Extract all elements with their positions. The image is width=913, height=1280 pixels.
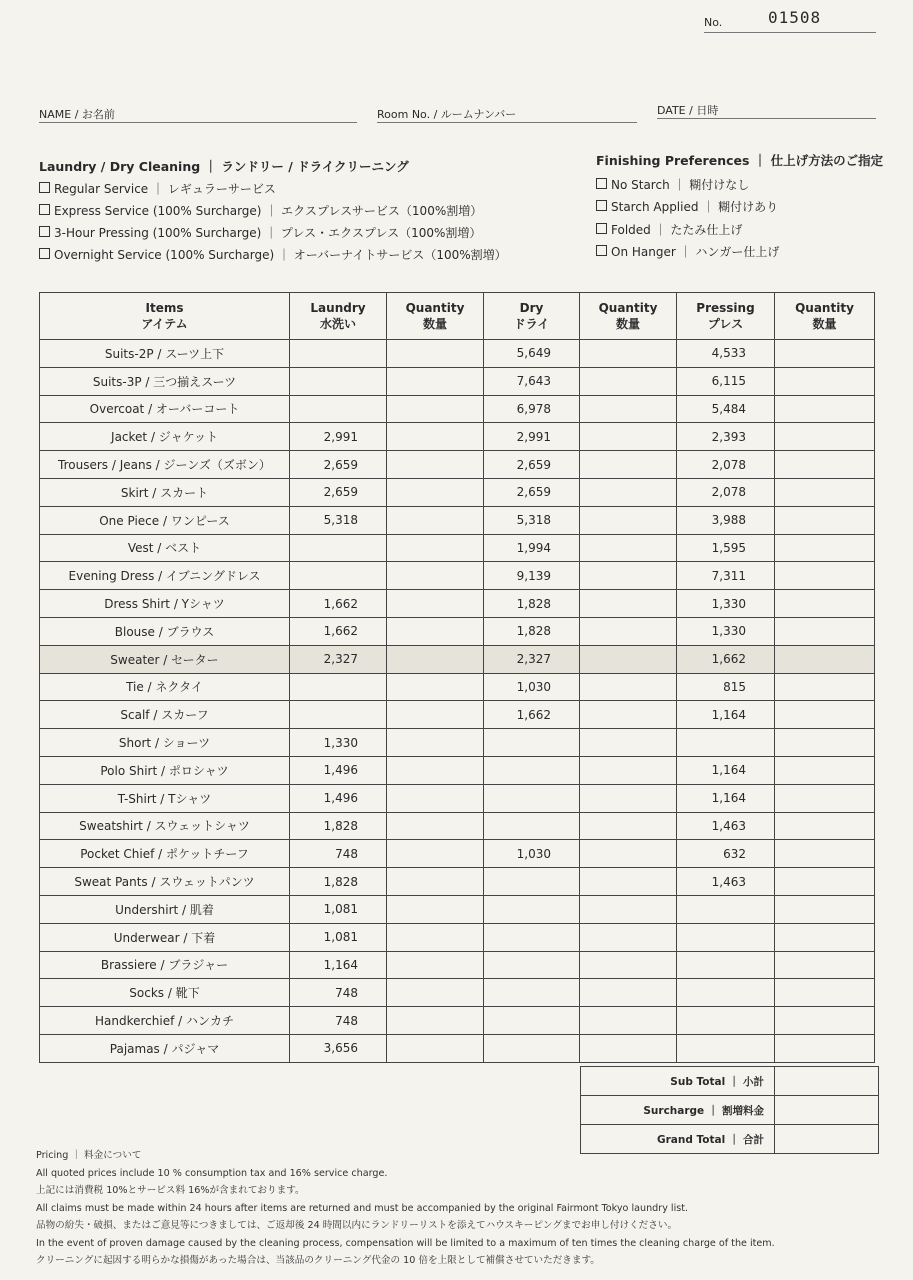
laundry-price: 3,656 bbox=[290, 1034, 387, 1062]
pressing-price: 1,164 bbox=[677, 784, 775, 812]
pressing-price bbox=[677, 729, 775, 757]
dry-quantity-input[interactable] bbox=[580, 562, 677, 590]
pressing-quantity-input[interactable] bbox=[775, 673, 875, 701]
laundry-quantity-input[interactable] bbox=[387, 1034, 484, 1062]
option-label: Starch Applied ｜ 糊付けあり bbox=[611, 200, 779, 214]
column-header bbox=[387, 293, 484, 340]
dry-quantity-input[interactable] bbox=[580, 617, 677, 645]
dry-quantity-input[interactable] bbox=[580, 923, 677, 951]
column-header-ja: ドライ bbox=[513, 317, 550, 331]
column-header-en: Items bbox=[145, 301, 184, 315]
laundry-price: 1,164 bbox=[290, 951, 387, 979]
table-row bbox=[40, 812, 875, 840]
dry-price bbox=[484, 868, 580, 896]
pressing-quantity-input[interactable] bbox=[775, 617, 875, 645]
date-field[interactable] bbox=[657, 96, 876, 119]
dry-quantity-input[interactable] bbox=[580, 423, 677, 451]
option-label: Overnight Service (100% Surcharge) ｜ オーバーナイトサービス（100%割増） bbox=[54, 248, 507, 262]
pressing-price: 815 bbox=[677, 673, 775, 701]
laundry-quantity-input[interactable] bbox=[387, 590, 484, 618]
dry-quantity-input[interactable] bbox=[580, 1034, 677, 1062]
pressing-quantity-input[interactable] bbox=[775, 923, 875, 951]
dry-quantity-input[interactable] bbox=[580, 673, 677, 701]
sub-total-field[interactable] bbox=[775, 1067, 879, 1096]
laundry-price bbox=[290, 562, 387, 590]
laundry-price: 1,828 bbox=[290, 812, 387, 840]
pressing-price: 1,463 bbox=[677, 812, 775, 840]
laundry-quantity-input[interactable] bbox=[387, 478, 484, 506]
laundry-price: 1,662 bbox=[290, 617, 387, 645]
dry-price bbox=[484, 729, 580, 757]
table-row bbox=[40, 562, 875, 590]
checkbox[interactable] bbox=[39, 204, 50, 215]
column-header bbox=[775, 293, 875, 340]
dry-price bbox=[484, 812, 580, 840]
dry-quantity-input[interactable] bbox=[580, 979, 677, 1007]
item-name: Sweat Pants / スウェットパンツ bbox=[40, 868, 290, 896]
date-field-label: DATE / 日時 bbox=[657, 104, 719, 117]
laundry-price bbox=[290, 367, 387, 395]
table-row bbox=[40, 673, 875, 701]
item-name: Short / ショーツ bbox=[40, 729, 290, 757]
item-name: Overcoat / オーバーコート bbox=[40, 395, 290, 423]
option-label: Folded ｜ たたみ仕上げ bbox=[611, 223, 743, 237]
dry-quantity-input[interactable] bbox=[580, 506, 677, 534]
option-label: 3-Hour Pressing (100% Surcharge) ｜ プレス・エクスプレス（100%割増） bbox=[54, 226, 482, 240]
finishing-section-title: Finishing Preferences ｜ 仕上げ方法のご指定 bbox=[596, 153, 884, 168]
table-row bbox=[40, 451, 875, 479]
table-row bbox=[40, 506, 875, 534]
laundry-quantity-input[interactable] bbox=[387, 645, 484, 673]
pressing-price bbox=[677, 1034, 775, 1062]
dry-quantity-input[interactable] bbox=[580, 590, 677, 618]
column-header bbox=[290, 293, 387, 340]
pressing-quantity-input[interactable] bbox=[775, 590, 875, 618]
room-field[interactable] bbox=[377, 100, 637, 123]
table-row bbox=[40, 729, 875, 757]
column-header-en: Dry bbox=[519, 301, 544, 315]
item-name: Undershirt / 肌着 bbox=[40, 895, 290, 923]
dry-price: 5,318 bbox=[484, 506, 580, 534]
table-row bbox=[40, 617, 875, 645]
laundry-price bbox=[290, 673, 387, 701]
laundry-quantity-input[interactable] bbox=[387, 423, 484, 451]
pressing-price bbox=[677, 923, 775, 951]
dry-price: 1,828 bbox=[484, 617, 580, 645]
pressing-price: 1,463 bbox=[677, 868, 775, 896]
pressing-price: 2,078 bbox=[677, 451, 775, 479]
item-name: Scalf / スカーフ bbox=[40, 701, 290, 729]
checkbox[interactable] bbox=[596, 245, 607, 256]
item-name: One Piece / ワンピース bbox=[40, 506, 290, 534]
pressing-quantity-input[interactable] bbox=[775, 367, 875, 395]
column-header bbox=[484, 293, 580, 340]
dry-price: 2,327 bbox=[484, 645, 580, 673]
dry-price bbox=[484, 979, 580, 1007]
dry-price bbox=[484, 923, 580, 951]
pressing-quantity-input[interactable] bbox=[775, 729, 875, 757]
column-header-ja: 水洗い bbox=[319, 317, 356, 331]
table-row bbox=[40, 423, 875, 451]
pressing-price: 1,595 bbox=[677, 534, 775, 562]
pressing-quantity-input[interactable] bbox=[775, 951, 875, 979]
laundry-quantity-input[interactable] bbox=[387, 395, 484, 423]
dry-quantity-input[interactable] bbox=[580, 756, 677, 784]
item-name: Sweater / セーター bbox=[40, 645, 290, 673]
dry-price: 2,991 bbox=[484, 423, 580, 451]
sub-total-label: Sub Total ｜ 小計 bbox=[581, 1067, 775, 1096]
dry-quantity-input[interactable] bbox=[580, 951, 677, 979]
pressing-quantity-input[interactable] bbox=[775, 784, 875, 812]
laundry-price: 2,659 bbox=[290, 478, 387, 506]
item-name: Brassiere / ブラジャー bbox=[40, 951, 290, 979]
laundry-quantity-input[interactable] bbox=[387, 979, 484, 1007]
checkbox[interactable] bbox=[596, 200, 607, 211]
laundry-price bbox=[290, 395, 387, 423]
item-name: Polo Shirt / ポロシャツ bbox=[40, 756, 290, 784]
starch-applied-option[interactable] bbox=[596, 198, 778, 215]
column-header-ja: プレス bbox=[707, 317, 744, 331]
laundry-price: 1,828 bbox=[290, 868, 387, 896]
table-row bbox=[40, 1034, 875, 1062]
pressing-quantity-input[interactable] bbox=[775, 562, 875, 590]
no-starch-option[interactable] bbox=[596, 176, 749, 193]
laundry-price: 1,081 bbox=[290, 895, 387, 923]
table-row bbox=[40, 701, 875, 729]
column-header-en: Quantity bbox=[598, 301, 658, 315]
laundry-quantity-input[interactable] bbox=[387, 868, 484, 896]
column-header-en: Pressing bbox=[696, 301, 755, 315]
laundry-quantity-input[interactable] bbox=[387, 1007, 484, 1035]
item-name: Suits-3P / 三つ揃えスーツ bbox=[40, 367, 290, 395]
regular-service-option[interactable] bbox=[39, 180, 276, 197]
pressing-quantity-input[interactable] bbox=[775, 979, 875, 1007]
item-name: Blouse / ブラウス bbox=[40, 617, 290, 645]
table-row bbox=[40, 340, 875, 368]
table-row bbox=[40, 868, 875, 896]
pressing-quantity-input[interactable] bbox=[775, 840, 875, 868]
pressing-quantity-input[interactable] bbox=[775, 895, 875, 923]
column-header-ja: 数量 bbox=[422, 317, 447, 331]
overnight-service-option[interactable] bbox=[39, 246, 507, 263]
pressing-price: 7,311 bbox=[677, 562, 775, 590]
checkbox[interactable] bbox=[39, 182, 50, 193]
note-line: All quoted prices include 10 % consumption tax and 16% service charge. bbox=[36, 1167, 388, 1179]
note-line: 品物の紛失・破損、またはご意見等につきましては、ご返却後 24 時間以内にランドリーリストを添えてハウスキーピングまでお申し付けください。 bbox=[36, 1220, 678, 1231]
pressing-quantity-input[interactable] bbox=[775, 812, 875, 840]
item-name: Socks / 靴下 bbox=[40, 979, 290, 1007]
column-header bbox=[40, 293, 290, 340]
pressing-quantity-input[interactable] bbox=[775, 756, 875, 784]
table-row bbox=[40, 534, 875, 562]
dry-price: 2,659 bbox=[484, 451, 580, 479]
folded-option[interactable] bbox=[596, 221, 742, 238]
laundry-quantity-input[interactable] bbox=[387, 340, 484, 368]
dry-price: 9,139 bbox=[484, 562, 580, 590]
laundry-quantity-input[interactable] bbox=[387, 701, 484, 729]
pressing-quantity-input[interactable] bbox=[775, 478, 875, 506]
laundry-quantity-input[interactable] bbox=[387, 617, 484, 645]
item-name: Vest / ベスト bbox=[40, 534, 290, 562]
document-number bbox=[704, 8, 876, 33]
laundry-quantity-input[interactable] bbox=[387, 506, 484, 534]
dry-quantity-input[interactable] bbox=[580, 812, 677, 840]
checkbox[interactable] bbox=[596, 223, 607, 234]
price-table bbox=[39, 292, 875, 1063]
laundry-quantity-input[interactable] bbox=[387, 562, 484, 590]
table-row bbox=[40, 395, 875, 423]
laundry-section-title: Laundry / Dry Cleaning ｜ ランドリー / ドライクリーニング bbox=[39, 159, 409, 174]
pressing-quantity-input[interactable] bbox=[775, 868, 875, 896]
name-field-label: NAME / お名前 bbox=[39, 108, 115, 121]
laundry-price: 2,659 bbox=[290, 451, 387, 479]
item-name: T-Shirt / Tシャツ bbox=[40, 784, 290, 812]
pressing-price: 3,988 bbox=[677, 506, 775, 534]
checkbox[interactable] bbox=[39, 226, 50, 237]
option-label: Express Service (100% Surcharge) ｜ エクスプレスサービス（100%割増） bbox=[54, 204, 483, 218]
pressing-quantity-input[interactable] bbox=[775, 451, 875, 479]
note-line: In the event of proven damage caused by the cleaning process, compensation will be limited to a maximum of ten times the cleaning charge of the item. bbox=[36, 1237, 775, 1249]
pressing-price: 5,484 bbox=[677, 395, 775, 423]
note-line: All claims must be made within 24 hours after items are returned and must be accompanied by the original Fairmont Tokyo laundry list. bbox=[36, 1202, 689, 1214]
dry-price: 5,649 bbox=[484, 340, 580, 368]
pressing-price: 1,662 bbox=[677, 645, 775, 673]
pricing-notes bbox=[36, 1147, 896, 1270]
pressing-price: 1,330 bbox=[677, 590, 775, 618]
table-header-row bbox=[40, 293, 875, 340]
dry-price: 1,662 bbox=[484, 701, 580, 729]
laundry-quantity-input[interactable] bbox=[387, 534, 484, 562]
laundry-quantity-input[interactable] bbox=[387, 895, 484, 923]
column-header bbox=[677, 293, 775, 340]
column-header-ja: 数量 bbox=[615, 317, 640, 331]
laundry-quantity-input[interactable] bbox=[387, 756, 484, 784]
grand-total-label: Grand Total ｜ 合計 bbox=[581, 1125, 775, 1154]
column-header-en: Quantity bbox=[795, 301, 854, 315]
column-header-en: Laundry bbox=[310, 301, 366, 315]
pressing-price bbox=[677, 951, 775, 979]
surcharge-field[interactable] bbox=[775, 1096, 879, 1125]
table-body bbox=[40, 340, 875, 1063]
name-field[interactable] bbox=[39, 100, 357, 123]
on-hanger-option[interactable] bbox=[596, 243, 779, 260]
dry-quantity-input[interactable] bbox=[580, 868, 677, 896]
item-name: Suits-2P / スーツ上下 bbox=[40, 340, 290, 368]
dry-quantity-input[interactable] bbox=[580, 895, 677, 923]
laundry-price: 1,081 bbox=[290, 923, 387, 951]
totals-table bbox=[580, 1066, 879, 1154]
dry-price bbox=[484, 951, 580, 979]
dry-price: 6,978 bbox=[484, 395, 580, 423]
table-row bbox=[40, 895, 875, 923]
pressing-quantity-input[interactable] bbox=[775, 1034, 875, 1062]
dry-price bbox=[484, 1007, 580, 1035]
pressing-price: 2,393 bbox=[677, 423, 775, 451]
pressing-price bbox=[677, 895, 775, 923]
express-service-option[interactable] bbox=[39, 202, 482, 219]
dry-quantity-input[interactable] bbox=[580, 478, 677, 506]
laundry-quantity-input[interactable] bbox=[387, 951, 484, 979]
dry-quantity-input[interactable] bbox=[580, 451, 677, 479]
item-name: Skirt / スカート bbox=[40, 478, 290, 506]
laundry-quantity-input[interactable] bbox=[387, 812, 484, 840]
surcharge-label: Surcharge ｜ 割増料金 bbox=[581, 1096, 775, 1125]
document-number-label: No. bbox=[704, 16, 723, 29]
dry-quantity-input[interactable] bbox=[580, 784, 677, 812]
laundry-price: 748 bbox=[290, 979, 387, 1007]
pressing-price: 4,533 bbox=[677, 340, 775, 368]
pressing-price: 1,164 bbox=[677, 701, 775, 729]
pressing-price: 632 bbox=[677, 840, 775, 868]
laundry-quantity-input[interactable] bbox=[387, 367, 484, 395]
pressing-price: 2,078 bbox=[677, 478, 775, 506]
table-row bbox=[40, 367, 875, 395]
surcharge-row bbox=[581, 1096, 879, 1125]
laundry-price bbox=[290, 701, 387, 729]
table-row bbox=[40, 923, 875, 951]
dry-price: 1,030 bbox=[484, 673, 580, 701]
pressing-quantity-input[interactable] bbox=[775, 534, 875, 562]
table-row bbox=[40, 840, 875, 868]
dry-price: 1,828 bbox=[484, 590, 580, 618]
table-row bbox=[40, 951, 875, 979]
table-row bbox=[40, 1007, 875, 1035]
table-row bbox=[40, 478, 875, 506]
document-number-value: 01508 bbox=[768, 8, 822, 27]
checkbox[interactable] bbox=[596, 178, 607, 189]
note-line: 上記には消費税 10%とサービス料 16%が含まれております。 bbox=[36, 1185, 305, 1196]
laundry-price bbox=[290, 340, 387, 368]
laundry-price: 1,662 bbox=[290, 590, 387, 618]
table-row bbox=[40, 590, 875, 618]
laundry-quantity-input[interactable] bbox=[387, 673, 484, 701]
item-name: Trousers / Jeans / ジーンズ（ズボン） bbox=[40, 451, 290, 479]
pressing-price bbox=[677, 979, 775, 1007]
laundry-price: 748 bbox=[290, 840, 387, 868]
notes-heading: Pricing ｜ 料金について bbox=[36, 1150, 142, 1161]
pressing-quantity-input[interactable] bbox=[775, 340, 875, 368]
laundry-quantity-input[interactable] bbox=[387, 784, 484, 812]
table-row bbox=[40, 756, 875, 784]
laundry-price: 748 bbox=[290, 1007, 387, 1035]
dry-quantity-input[interactable] bbox=[580, 534, 677, 562]
column-header-ja: 数量 bbox=[812, 317, 837, 331]
laundry-quantity-input[interactable] bbox=[387, 729, 484, 757]
column-header-ja: アイテム bbox=[141, 317, 188, 331]
checkbox[interactable] bbox=[39, 248, 50, 259]
dry-price bbox=[484, 784, 580, 812]
table-row bbox=[40, 645, 875, 673]
dry-quantity-input[interactable] bbox=[580, 1007, 677, 1035]
option-label: No Starch ｜ 糊付けなし bbox=[611, 178, 750, 192]
laundry-quantity-input[interactable] bbox=[387, 840, 484, 868]
laundry-price: 1,496 bbox=[290, 784, 387, 812]
dry-quantity-input[interactable] bbox=[580, 840, 677, 868]
pressing-quantity-input[interactable] bbox=[775, 1007, 875, 1035]
item-name: Pocket Chief / ポケットチーフ bbox=[40, 840, 290, 868]
laundry-quantity-input[interactable] bbox=[387, 923, 484, 951]
dry-quantity-input[interactable] bbox=[580, 729, 677, 757]
pressing-price: 1,164 bbox=[677, 756, 775, 784]
laundry-price: 5,318 bbox=[290, 506, 387, 534]
item-name: Evening Dress / イブニングドレス bbox=[40, 562, 290, 590]
laundry-quantity-input[interactable] bbox=[387, 451, 484, 479]
dry-quantity-input[interactable] bbox=[580, 340, 677, 368]
dry-price bbox=[484, 1034, 580, 1062]
pressing-quantity-input[interactable] bbox=[775, 506, 875, 534]
pressing-price bbox=[677, 1007, 775, 1035]
pressing-quantity-input[interactable] bbox=[775, 423, 875, 451]
note-line: クリーニングに起因する明らかな損傷があった場合は、当該品のクリーニング代金の 10 倍を上限として補償させていただきます。 bbox=[36, 1255, 600, 1266]
laundry-price: 1,496 bbox=[290, 756, 387, 784]
option-label: Regular Service ｜ レギュラーサービス bbox=[54, 182, 276, 196]
laundry-price: 2,327 bbox=[290, 645, 387, 673]
item-name: Tie / ネクタイ bbox=[40, 673, 290, 701]
item-name: Sweatshirt / スウェットシャツ bbox=[40, 812, 290, 840]
sub-total-row bbox=[581, 1067, 879, 1096]
room-field-label: Room No. / ルームナンバー bbox=[377, 108, 517, 121]
table-row bbox=[40, 979, 875, 1007]
pressing-quantity-input[interactable] bbox=[775, 701, 875, 729]
dry-price bbox=[484, 895, 580, 923]
laundry-price bbox=[290, 534, 387, 562]
dry-price: 2,659 bbox=[484, 478, 580, 506]
item-name: Handkerchief / ハンカチ bbox=[40, 1007, 290, 1035]
column-header-en: Quantity bbox=[405, 301, 465, 315]
pressing-quantity-input[interactable] bbox=[775, 395, 875, 423]
item-name: Jacket / ジャケット bbox=[40, 423, 290, 451]
table-row bbox=[40, 784, 875, 812]
pressing-quantity-input[interactable] bbox=[775, 645, 875, 673]
option-label: On Hanger ｜ ハンガー仕上げ bbox=[611, 245, 780, 259]
item-name: Underwear / 下着 bbox=[40, 923, 290, 951]
laundry-price: 2,991 bbox=[290, 423, 387, 451]
dry-quantity-input[interactable] bbox=[580, 701, 677, 729]
dry-price: 1,994 bbox=[484, 534, 580, 562]
dry-price: 7,643 bbox=[484, 367, 580, 395]
dry-price bbox=[484, 756, 580, 784]
pressing-price: 1,330 bbox=[677, 617, 775, 645]
column-header bbox=[580, 293, 677, 340]
dry-quantity-input[interactable] bbox=[580, 395, 677, 423]
dry-quantity-input[interactable] bbox=[580, 645, 677, 673]
dry-price: 1,030 bbox=[484, 840, 580, 868]
item-name: Dress Shirt / Yシャツ bbox=[40, 590, 290, 618]
item-name: Pajamas / パジャマ bbox=[40, 1034, 290, 1062]
laundry-price: 1,330 bbox=[290, 729, 387, 757]
three-hour-pressing-option[interactable] bbox=[39, 224, 481, 241]
dry-quantity-input[interactable] bbox=[580, 367, 677, 395]
pressing-price: 6,115 bbox=[677, 367, 775, 395]
